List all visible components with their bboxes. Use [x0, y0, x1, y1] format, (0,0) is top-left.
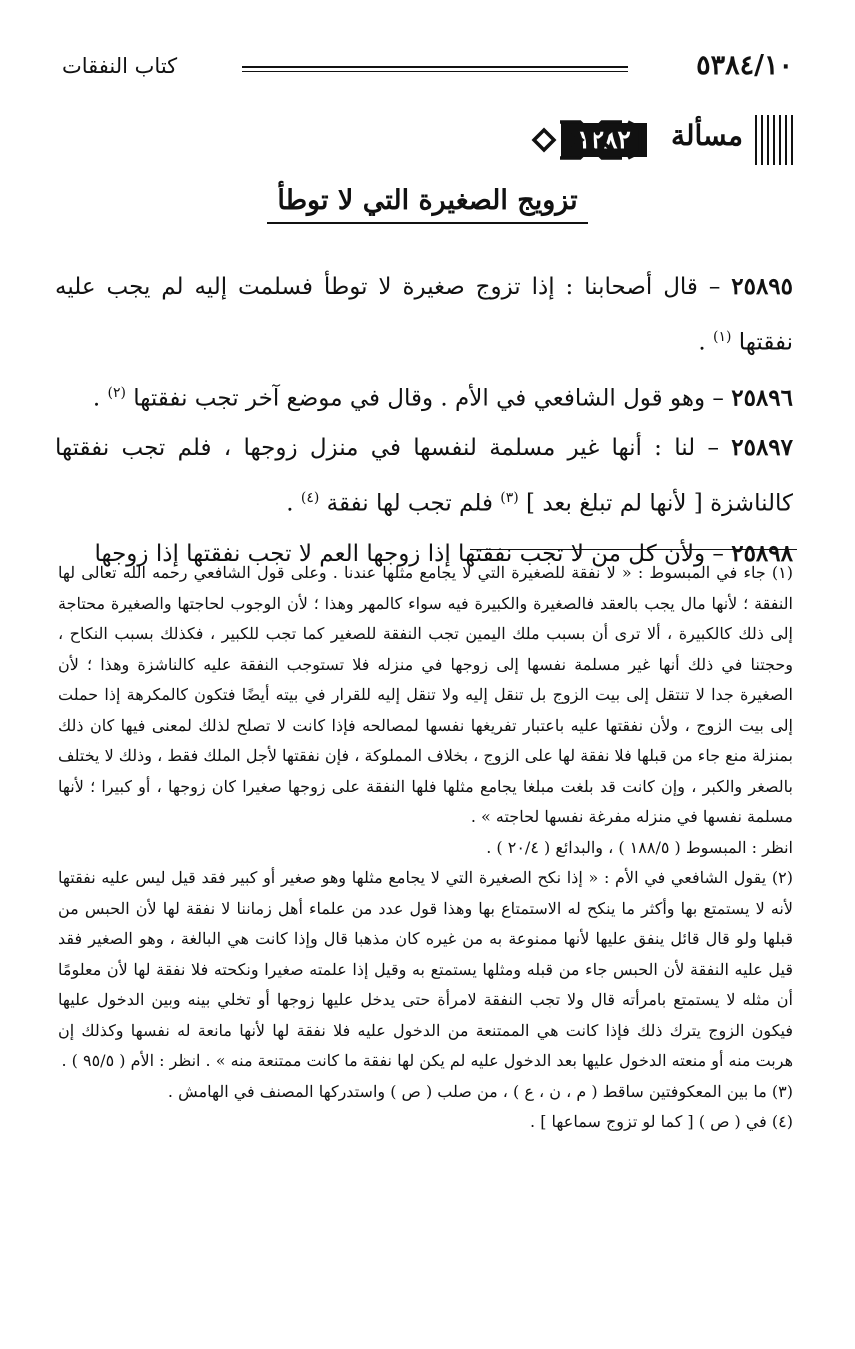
footnote-divider — [470, 549, 797, 550]
footnote: (٤) في ( ص ) [ كما لو تزوج سماعها ] . — [530, 1112, 793, 1131]
paragraph-tail: . — [698, 329, 706, 356]
footnote: (٢) يقول الشافعي في الأم : « إذا نكح الصغيرة التي لا يجامع مثلها وهو صغير أو كبير فقد قيل ليس عليه نفقتها لأنه لا يستمتع بها وأكثر ما ينكح له الاستمتاع بها وهذا قول عدد من علماء أهل زماننا لا نفقة لها لأن الحبس من قبلها ولو قال قائل ينفق عليها لأنها ممنوعة به من غيره كان مذهبا قال وإذا كانت هي البالغة ، وهو الصغير فقد قيل عليه النفقة لأن الحبس جاء من قبله ومثلها يستمتع به وقيل إذا علمته صغيرا ونكحته فلا نفقة لها لأن معلومًا أن مثله لا يستمتع بامرأته قال ولا تجب النفقة لامرأة حتى يدخل عليها زوجها أو تخلي بينه وبين الدخول عليها فيكون الزوج يترك ذلك فإذا كانت هي الممتنعة من الدخول عليه فلا نفقة لها لأنها مانعة له نفسها وكذلك إن هربت منه أو منعته الدخول عليها بعد الدخول عليه لم يكن لها نفقة ما كانت ممتنعة منه » . انظر : الأم ( ٩٥/٥ ) . — [58, 868, 793, 1070]
paragraph — [55, 423, 793, 529]
masala-number: ١٢٨٢ — [561, 123, 647, 157]
paragraph-tail: . — [92, 385, 101, 412]
footnote-marker: (٣) — [500, 490, 519, 507]
footnote-marker: (٢) — [107, 384, 126, 401]
main-text — [55, 262, 793, 579]
section-title: تزويج الصغيرة التي لا توطأ — [267, 183, 587, 224]
page-reference: ٥٣٨٤/١٠ — [696, 50, 793, 81]
paragraph-number: ٢٥٨٩٧ — [731, 434, 794, 462]
footnote-reference: انظر : المبسوط ( ١٨٨/٥ ) ، والبدائع ( ٢٠/٤ ) . — [486, 837, 793, 857]
decorative-ornament-icon — [530, 114, 652, 166]
book-title: كتاب النفقات — [62, 54, 178, 78]
title-container — [0, 183, 855, 224]
running-header — [62, 50, 793, 90]
paragraph-text: – لنا : أنها غير مسلمة لنفسها في منزل زوجها ، فلم تجب نفقتها كالناشزة [ لأنها لم تبلغ بعد ] — [55, 435, 793, 517]
footnote: (٣) ما بين المعكوفتين ساقط ( م ، ن ، ع ) ، من صلب ( ص ) واستدركها المصنف في الهامش . — [167, 1081, 793, 1101]
paragraph-text: – ولأن كل من لا تجب نفقتها إذا زوجها العم لا تجب نفقتها إذا زوجها — [94, 540, 724, 567]
paragraph-number: ٢٥٨٩٥ — [731, 273, 794, 300]
paragraph-number: ٢٥٨٩٦ — [731, 384, 793, 412]
paragraph-text: – وهو قول الشافعي في الأم . وقال في موضع آخر تجب نفقتها — [133, 385, 724, 412]
masala-label: مسألة — [670, 119, 743, 152]
paragraph-tail: فلم تجب لها نفقة — [326, 490, 493, 517]
paragraph-tail: . — [286, 490, 294, 517]
paragraph-text: – قال أصحابنا : إذا تزوج صغيرة لا توطأ فسلمت إليه لم يجب عليه نفقتها — [55, 274, 793, 356]
footnote-marker: (١) — [712, 329, 732, 345]
paragraph — [55, 262, 793, 368]
footnote: (١) جاء في المبسوط : « لا نفقة للصغيرة التي لا يجامع مثلها عندنا . وعلى قول الشافعي رحمه الله تعالى لها النفقة ؛ لأنها مال يجب بالعقد فالصغيرة والكبيرة فيه سواء كالمهر وهذا ؛ لأن الوجوب لحاجتها والصغيرة محتاجة إلى ذلك كالكبيرة ، ألا ترى أن بسبب ملك اليمين تجب النفقة للصغير كما تجب للكبير ، فكذلك بسبب النكاح ، وحجتنا في ذلك أنها غير مسلمة نفسها إلى زوجها في منزله فلا تستوجب النفقة عليه كالناشزة وهذا ؛ لأن الصغيرة جدا لا تنتقل إلى بيت الزوج بل تنقل إليه ولا تنقل إليه للقرار في بيته أيضًا فتكون كالمكرهة إذا حملت إلى بيت الزوج ، ولأن نفقتها عليه باعتبار تفريغها نفسها لمصالحه فإذا كانت لا تصلح لذلك لمعنى فيها كان ذلك بمنزلة منع جاء من قبلها فلا نفقة لها على الزوج ، بخلاف المملوكة ، فإن نفقتها لأجل الملك فقط ، وذلك لا يختلف بالصغر والكبر ، وإن كانت قد بلغت مبلغا يجامع مثلها فلها النفقة على زوجها صغيرا كان زوجها ، أو كبيرا ؛ لأنها مسلمة نفسها في منزله مفرغة نفسها لحاجته » . — [58, 563, 794, 826]
header-rule — [242, 66, 628, 72]
paragraph-number: ٢٥٨٩٨ — [731, 539, 793, 567]
paragraph — [55, 368, 793, 424]
footnote-marker: (٤) — [300, 490, 320, 507]
footnotes — [58, 558, 793, 1138]
banner-bars-ornament — [755, 115, 793, 165]
